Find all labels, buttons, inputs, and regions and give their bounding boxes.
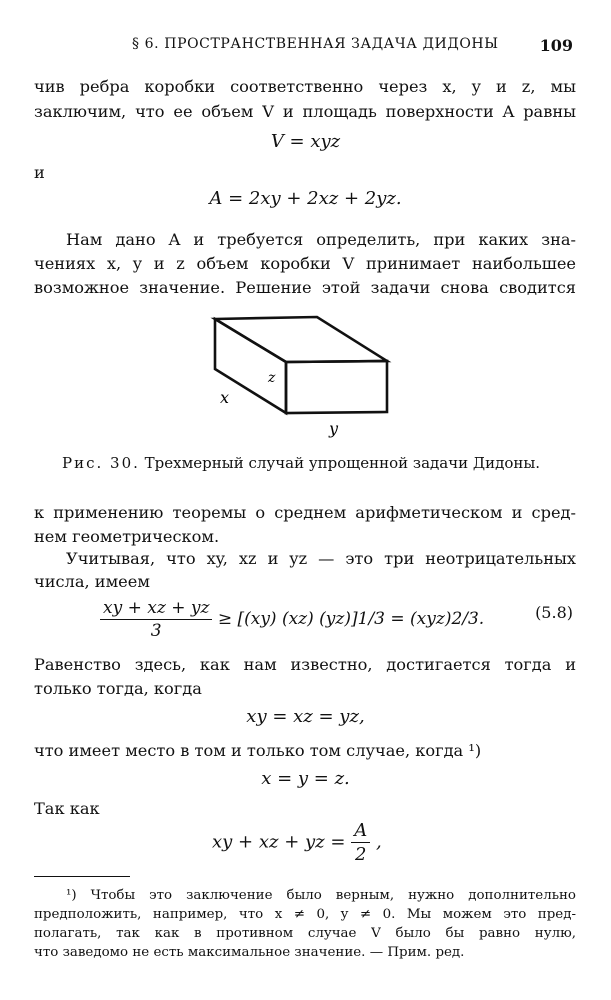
equation-number: (5.8) <box>535 603 573 622</box>
footnote-line: предположить, например, что x ≠ 0, y ≠ 0. Мы можем это пред- <box>34 907 576 922</box>
equation-lhs: xy + xz + yz = <box>212 831 346 853</box>
equation-volume: V = xyz <box>270 131 341 152</box>
box-front-face <box>286 361 387 413</box>
footnote-line: что заведомо не есть максимальное значение. — Прим. ред. <box>34 945 465 960</box>
text-line: и <box>34 163 45 182</box>
caption-text: Трехмерный случай упрощенной задачи Дидоны. <box>144 454 541 472</box>
equation-equal-products: xy = xz = yz, <box>246 706 365 727</box>
caption-label: Рис. 30. <box>62 454 140 472</box>
equation-area: A = 2xy + 2xz + 2yz. <box>209 188 402 209</box>
text-line: к применению теоремы о среднем арифметическом и сред- <box>34 503 576 522</box>
equation-5-8 <box>100 598 484 641</box>
equation-tail: , <box>375 831 382 853</box>
text-line: Так как <box>34 799 100 818</box>
fraction <box>100 598 212 641</box>
fraction-denominator: 2 <box>354 844 367 865</box>
text-line: Нам дано A и требуется определить, при каких зна- <box>66 230 576 249</box>
text-line: только тогда, когда <box>34 679 202 698</box>
text-line: возможное значение. Решение этой задачи снова сводится <box>34 278 576 297</box>
equation-half-area <box>212 820 382 865</box>
page-number: 109 <box>539 36 573 55</box>
inequality-rhs: ≥ [(xy) (xz) (yz)]1/3 = (xyz)2/3. <box>217 609 485 629</box>
box-top-face <box>215 317 387 362</box>
text-line: что имеет место в том и только том случае, когда ¹) <box>34 741 482 760</box>
footnote-line: ¹) Чтобы это заключение было верным, нужно дополнительно <box>66 888 576 903</box>
text-line: чив ребра коробки соответственно через x, y и z, мы <box>34 77 576 96</box>
figure-label-y: y <box>329 419 339 438</box>
text-line: Учитывая, что xy, xz и yz — это три неотрицательных <box>66 549 576 568</box>
text-line: чениях x, y и z объем коробки V принимает наибольшее <box>34 254 576 273</box>
footnote-separator <box>34 876 130 877</box>
section-title: § 6. ПРОСТРАНСТВЕННАЯ ЗАДАЧА ДИДОНЫ <box>132 36 499 52</box>
figure-label-x: x <box>220 388 230 407</box>
figure-caption <box>62 454 540 472</box>
text-line: заключим, что ее объем V и площадь поверхности A равны <box>34 102 576 121</box>
fraction-numerator: A <box>351 820 370 843</box>
fraction-numerator: xy + xz + yz <box>100 598 212 620</box>
running-header <box>0 36 611 58</box>
fraction <box>351 820 370 865</box>
equation-x-y-z: x = y = z. <box>261 768 350 789</box>
footnote-line: полагать, так как в противном случае V было бы равно нулю, <box>34 926 576 941</box>
text-line: Равенство здесь, как нам известно, достигается тогда и <box>34 655 576 674</box>
text-line: нем геометрическом. <box>34 527 220 546</box>
box-figure <box>210 312 400 442</box>
text-line: числа, имеем <box>34 572 150 591</box>
fraction-denominator: 3 <box>150 621 162 641</box>
figure-label-z: z <box>268 370 276 386</box>
